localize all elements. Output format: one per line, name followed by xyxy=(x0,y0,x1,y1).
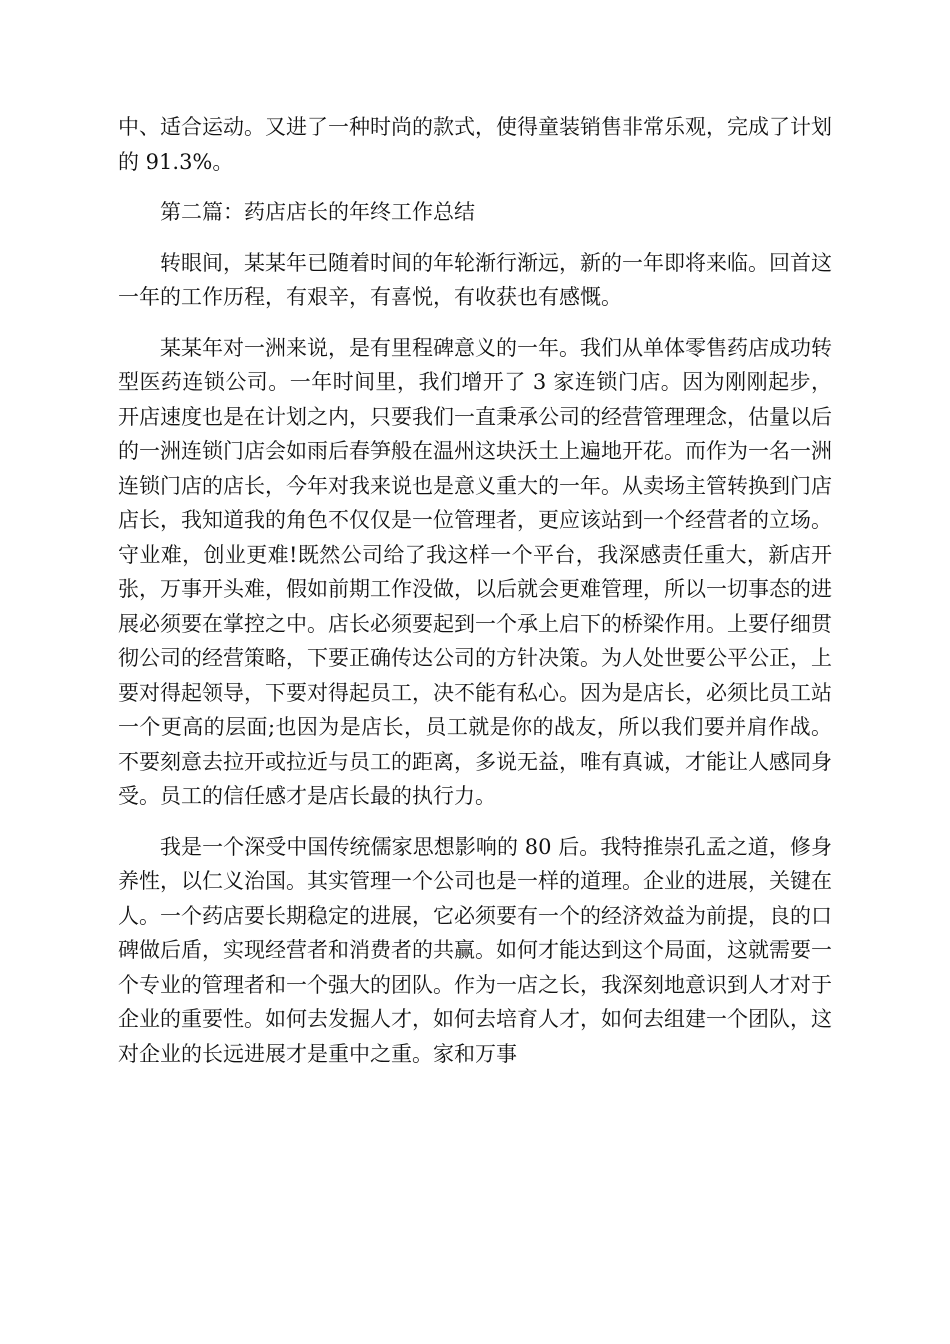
paragraph-2: 某某年对一洲来说，是有里程碑意义的一年。我们从单体零售药店成功转型医药连锁公司。一年时间里，我们增开了 3 家连锁门店。因为刚刚起步，开店速度也是在计划之内，只要我们一直秉承公司的经营管理理念，估量以后的一洲连锁门店会如雨后春笋般在温州这块沃土上遍地开花。而作为一名一洲连锁门店的店长，今年对我来说也是意义重大的一年。从卖场主管转换到门店店长，我知道我的角色不仅仅是一位管理者，更应该站到一个经营者的立场。守业难，创业更难!既然公司给了我这样一个平台，我深感责任重大，新店开张，万事开头难，假如前期工作没做，以后就会更难管理，所以一切事态的进展必须要在掌控之中。店长必须要起到一个承上启下的桥梁作用。上要仔细贯彻公司的经营策略，下要正确传达公司的方针决策。为人处世要公平公正，上要对得起领导，下要对得起员工，决不能有私心。因为是店长，必须比员工站一个更高的层面;也因为是店长，员工就是你的战友，所以我们要并肩作战。不要刻意去拉开或拉近与员工的距离，多说无益，唯有真诚，才能让人感同身受。员工的信任感才是店长最的执行力。 xyxy=(118,335,832,808)
paragraph-gap xyxy=(118,814,832,830)
paragraph-1: 转眼间，某某年已随着时间的年轮渐行渐远，新的一年即将来临。回首这一年的工作历程，有艰辛，有喜悦，有收获也有感慨。 xyxy=(118,250,832,309)
paragraph-3: 我是一个深受中国传统儒家思想影响的 80 后。我特推崇孔孟之道，修身养性，以仁义治国。其实管理一个公司也是一样的道理。企业的进展，关键在人。一个药店要长期稳定的进展，它必须要有一个的经济效益为前提，良的口碑做后盾，实现经营者和消费者的共赢。如何才能达到这个局面，这就需要一个专业的管理者和一个强大的团队。作为一店之长，我深刻地意识到人才对于企业的重要性。如何去发掘人才，如何去培育人才，如何去组建一个团队，这对企业的长远进展才是重中之重。家和万事 xyxy=(118,834,832,1066)
document-page xyxy=(118,110,832,1071)
paragraph-gap xyxy=(118,230,832,246)
continued-paragraph: 中、适合运动。又进了一种时尚的款式，使得童装销售非常乐观，完成了计划的 91.3%。 xyxy=(118,115,832,174)
section-title: 第二篇：药店店长的年终工作总结 xyxy=(160,200,475,224)
paragraph-gap xyxy=(118,315,832,331)
paragraph-gap xyxy=(118,179,832,195)
